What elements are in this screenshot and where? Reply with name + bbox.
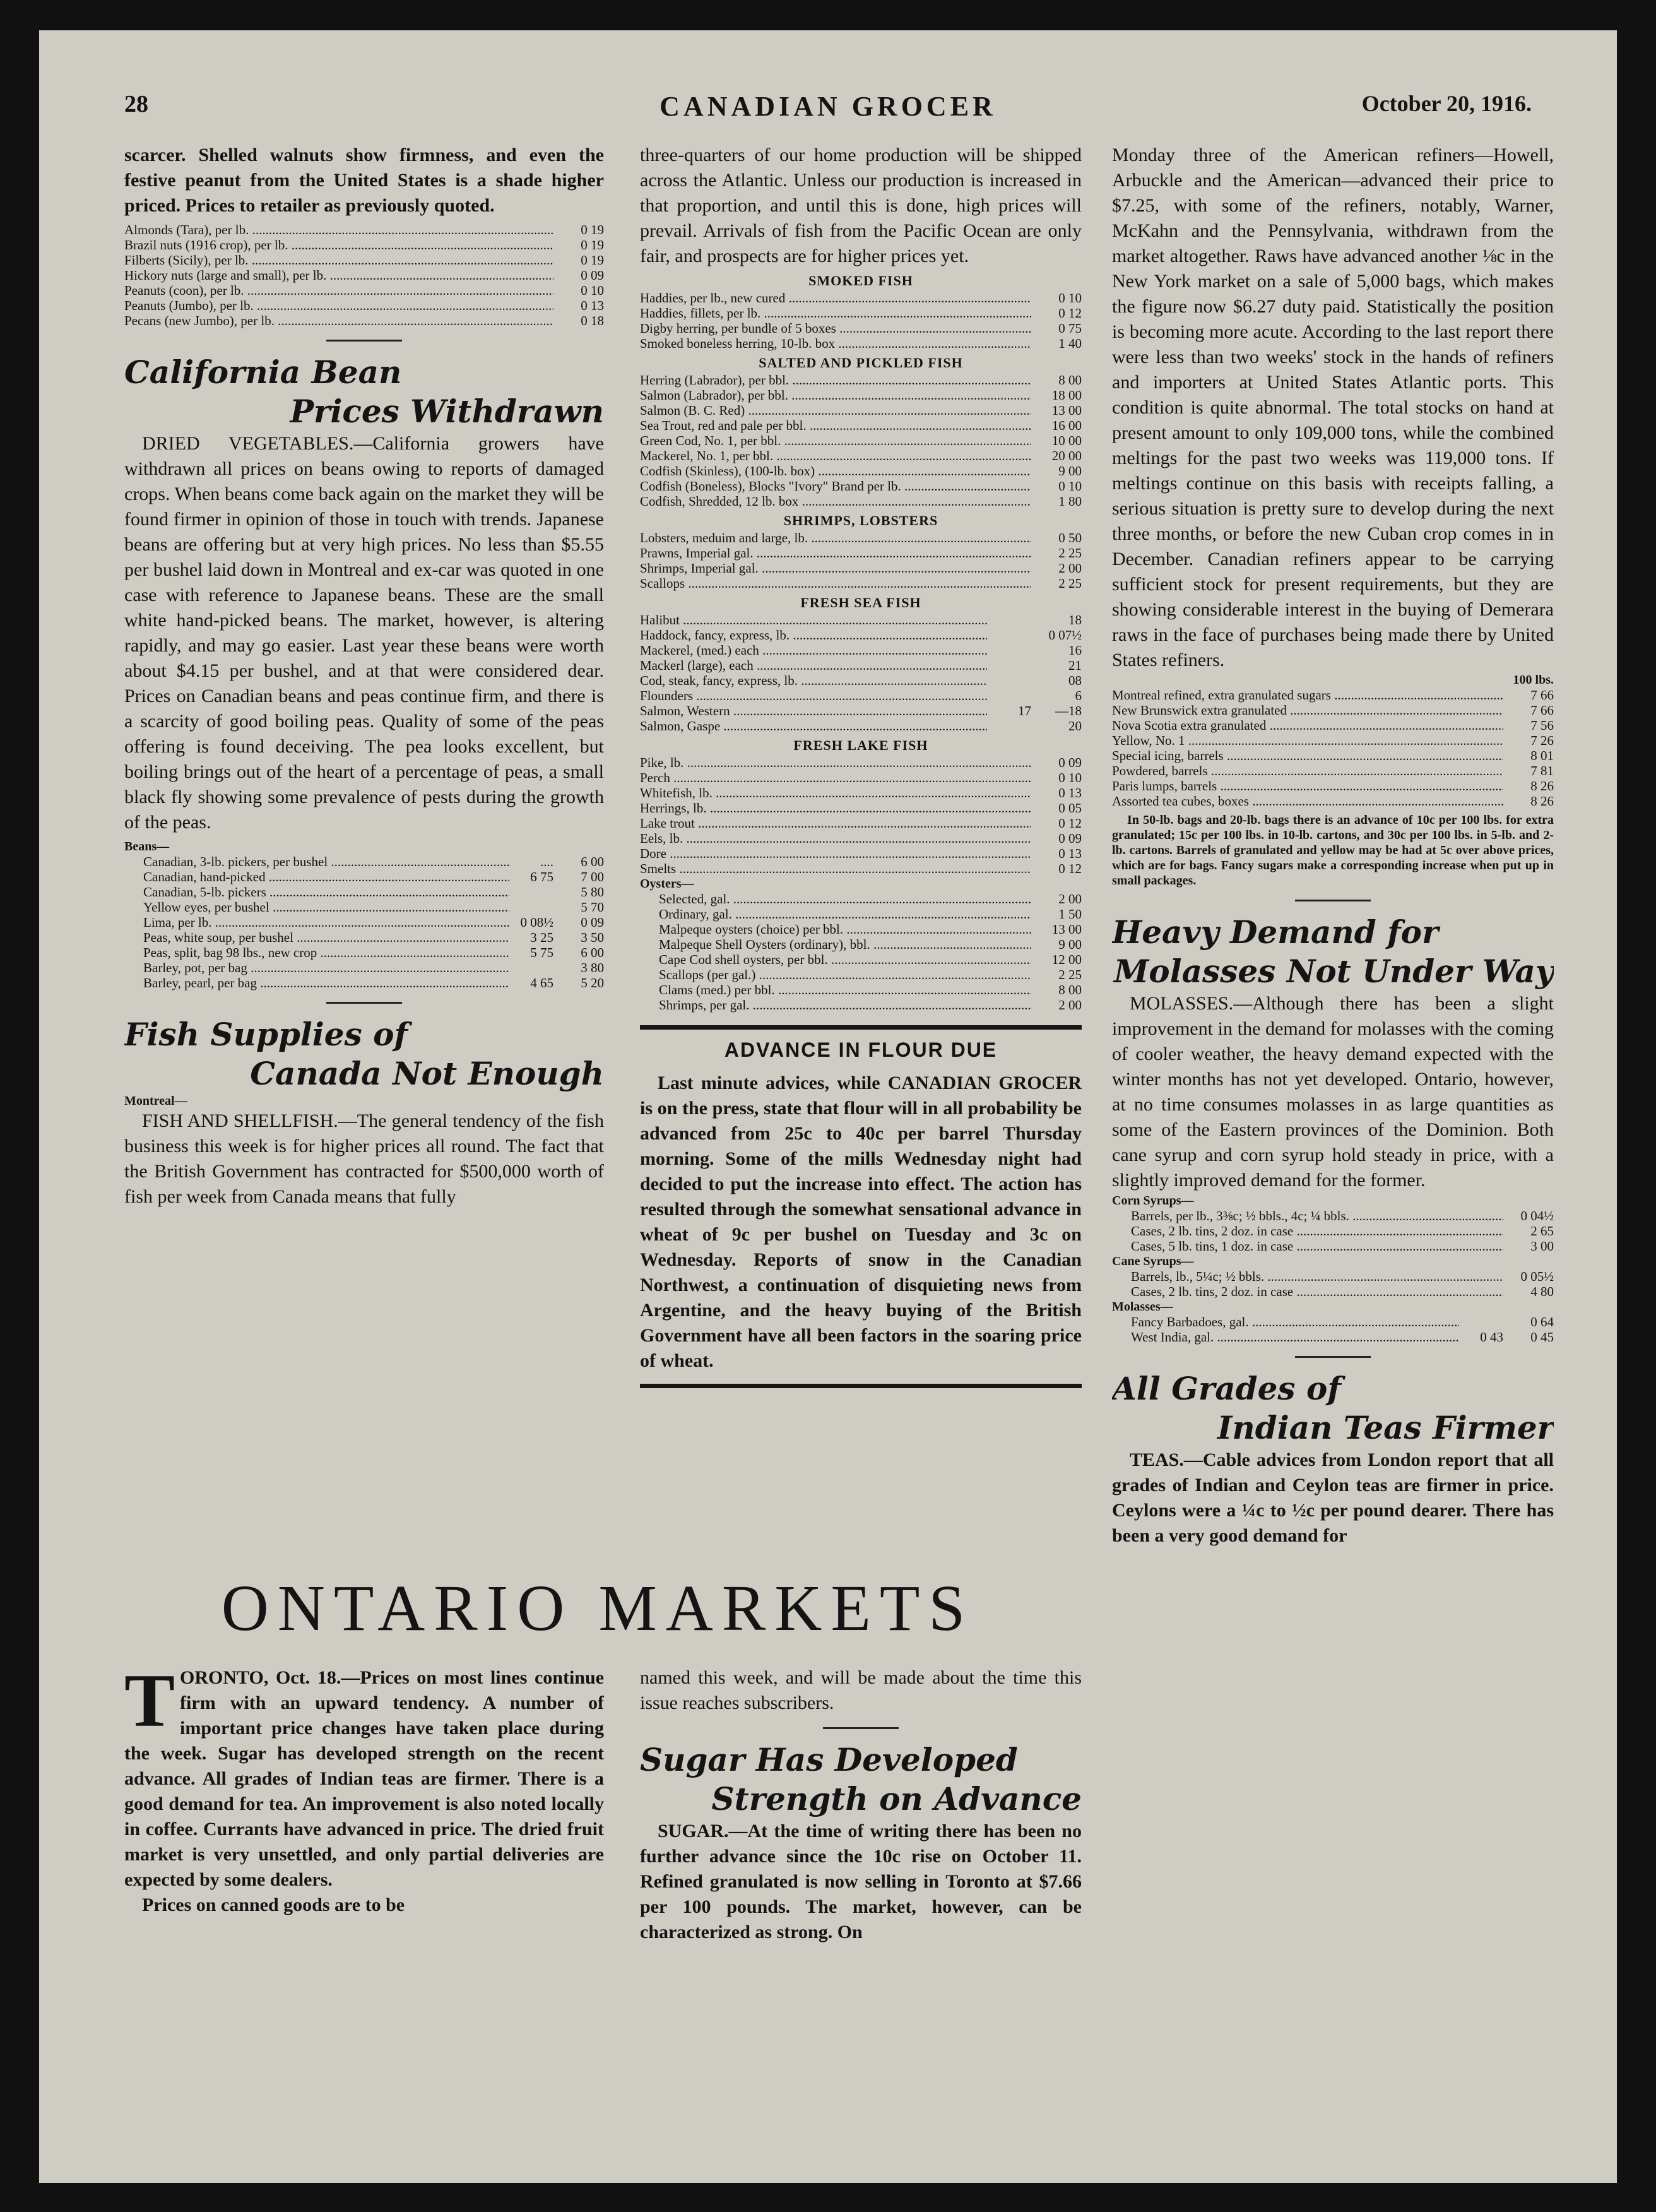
price-row bbox=[640, 494, 1082, 509]
sugar-refiners-article: Monday three of the American refiners—Howell, Arbuckle and the American—advanced their price to $7.25, with some of the refiners, notably, Warner, McKahn and the Pennsylvania, withdrawn from the market altogether. Raws have advanced another ⅛c in the New York market on a sale of 5,000 bags, which makes the figure now $6.27 duty paid. Statistically the position is becoming more acute. According to the last report there were less than two weeks' stock in the hands of refiners and importers at United States Atlantic ports. This condition is quite abnormal. The total stocks on hand at present amount to only 109,000 tons, while the combined meltings for the past two weeks was 119,000 tons. If meltings continue on this basis with receipts falling, a serious situation is pretty sure to develop during the next three months, or before the new Cuban crop comes in in December. Canadian refiners appear to be carrying sufficient stock for present requirements, but they are showing considerable interest in the buying of Demerara raws in the face of purchases being made there by United States refiners. bbox=[1112, 145, 1554, 670]
price: 2 00 bbox=[1058, 891, 1082, 907]
item-name: Peas, white soup, per bushel ..... bbox=[124, 930, 509, 945]
price: 16 00 bbox=[1051, 418, 1082, 433]
price: 0 19 bbox=[581, 237, 604, 253]
fish-article: FISH AND SHELLFISH.—The general tendency of the fish business this week is for higher prices all round. The fact that the British Government has contracted for $500,000 worth of fish per week from Canada means that fully bbox=[124, 1110, 604, 1207]
price-low bbox=[987, 718, 1031, 734]
item-name: Mackerel, (med.) each ..... bbox=[640, 643, 987, 658]
price-high: 0 45 bbox=[1530, 1329, 1554, 1345]
item-name: Cases, 2 lb. tins, 2 doz. in case ..... bbox=[1112, 1223, 1503, 1239]
molasses-label: Molasses— bbox=[1112, 1300, 1173, 1314]
price-row bbox=[1112, 1239, 1554, 1254]
price: 9 00 bbox=[1058, 463, 1082, 479]
fish-article-continued: three-quarters of our home production will be shipped across the Atlantic. Unless our production is increased in that proportion, and until this is done, high prices will prevail. Arrivals of fish from the Pacific Ocean are only fair, and prospects are for higher prices yet. bbox=[640, 145, 1082, 266]
price-low bbox=[987, 673, 1031, 688]
price: 2 00 bbox=[1058, 561, 1082, 576]
item-name: Herrings, lb. ..... bbox=[640, 800, 1031, 816]
smoked-fish-title: SMOKED FISH bbox=[808, 273, 913, 288]
price: 0 10 bbox=[1058, 479, 1082, 494]
corn-syrup-list bbox=[1112, 1208, 1554, 1254]
item-name: Assorted tea cubes, boxes ..... bbox=[1112, 794, 1503, 809]
cane-syrup-list bbox=[1112, 1269, 1554, 1299]
price-row bbox=[640, 952, 1082, 967]
item-name: Malpeque Shell Oysters (ordinary), bbl. ..... bbox=[640, 937, 1031, 952]
price-high: 7 00 bbox=[581, 869, 604, 884]
sugar-units: 100 lbs. bbox=[1513, 673, 1554, 687]
price-low: 4 65 bbox=[530, 975, 553, 990]
price-high: 08 bbox=[1068, 673, 1082, 688]
item-name: Haddies, fillets, per lb. ..... bbox=[640, 306, 1031, 321]
price-row bbox=[124, 945, 604, 960]
price-low: 5 75 bbox=[530, 945, 553, 960]
price-row bbox=[124, 268, 604, 283]
column-3 bbox=[1112, 143, 1554, 2138]
item-name: Hickory nuts (large and small), per lb. ..... bbox=[124, 268, 553, 283]
price-row bbox=[640, 388, 1082, 403]
bean-article: DRIED VEGETABLES.—California growers have withdrawn all prices on beans owing to reports of damaged crops. When beans come back again on the market they will be found firmer in opinion of those in touch with trends. Japanese beans are offering but at very high prices. No less than $5.55 per bushel laid down in Montreal and ex-car was quoted in one case with reference to Japanese beans. These are the small white hand-picked beans. The market, however, is altering rapidly, and may go easier. Last year these beans were worth about $4.15 per bushel, and at that were considered dear. Prices on Canadian beans and peas continue firm, and there is a scarcity of good boiling peas. Quality of some of the peas offering is found deceiving. The pea looks excellent, but boiling brings out of the heart of a percentage of peas, a small black fly showing some prevalence of pests during the growth of the peas. bbox=[124, 433, 604, 833]
molasses-list bbox=[1112, 1314, 1554, 1345]
price-row bbox=[640, 643, 1082, 658]
item-name: Codfish (Skinless), (100-lb. box) ..... bbox=[640, 463, 1031, 479]
price: 0 04½ bbox=[1520, 1208, 1554, 1223]
column-1 bbox=[124, 143, 604, 1563]
lake-fish-title: FRESH LAKE FISH bbox=[793, 737, 928, 753]
item-name: Salmon, Gaspe ..... bbox=[640, 718, 987, 734]
price: 0 10 bbox=[1058, 770, 1082, 785]
item-name: Green Cod, No. 1, per bbl. ..... bbox=[640, 433, 1031, 448]
price-row bbox=[1112, 794, 1554, 809]
tea-headline: All Grades of Indian Teas Firmer bbox=[1112, 1370, 1554, 1446]
item-name: Cod, steak, fancy, express, lb. ..... bbox=[640, 673, 987, 688]
price-row bbox=[1112, 703, 1554, 718]
price-row bbox=[1112, 778, 1554, 794]
price-low bbox=[987, 658, 1031, 673]
price-low bbox=[509, 900, 553, 915]
price-row bbox=[1112, 1223, 1554, 1239]
item-name: Halibut ..... bbox=[640, 612, 987, 627]
item-name: Brazil nuts (1916 crop), per lb. ..... bbox=[124, 237, 553, 253]
item-name: Salmon (B. C. Red) ..... bbox=[640, 403, 1031, 418]
price-row bbox=[640, 448, 1082, 463]
oysters-list bbox=[640, 891, 1082, 1013]
item-name: Montreal refined, extra granulated sugars ..... bbox=[1112, 687, 1503, 703]
tea-article: TEAS.—Cable advices from London report that all grades of Indian and Ceylon teas are firmer in price. Ceylons were a ¼c to ½c per pound dearer. There has been a very good demand for bbox=[1112, 1449, 1554, 1546]
price-row bbox=[640, 479, 1082, 494]
price: 3 00 bbox=[1530, 1239, 1554, 1254]
price: 4 80 bbox=[1530, 1284, 1554, 1299]
price-low: 0 08½ bbox=[520, 915, 553, 930]
price: 0 09 bbox=[581, 268, 604, 283]
price-high: 16 bbox=[1068, 643, 1082, 658]
price-high: 0 09 bbox=[581, 915, 604, 930]
item-name: Smoked boneless herring, 10-lb. box ..... bbox=[640, 336, 1031, 351]
price-high: 21 bbox=[1068, 658, 1082, 673]
price: 13 00 bbox=[1051, 403, 1082, 418]
molasses-headline: Heavy Demand for Molasses Not Under Way bbox=[1112, 913, 1554, 990]
ontario-markets-title: ONTARIO MARKETS bbox=[221, 1572, 974, 1644]
price-low bbox=[509, 884, 553, 900]
item-name: Salmon, Western ..... bbox=[640, 703, 987, 718]
price: 0 05 bbox=[1058, 800, 1082, 816]
price-row bbox=[124, 930, 604, 945]
price-row bbox=[640, 816, 1082, 831]
price: 8 00 bbox=[1058, 982, 1082, 997]
item-name: Shrimps, per gal. ..... bbox=[640, 997, 1031, 1013]
price-row bbox=[640, 785, 1082, 800]
item-name: Prawns, Imperial gal. ..... bbox=[640, 545, 1031, 561]
toronto-article-continued: named this week, and will be made about the time this issue reaches subscribers. bbox=[640, 1667, 1082, 1713]
item-name: Clams (med.) per bbl. ..... bbox=[640, 982, 1031, 997]
price-row bbox=[640, 306, 1082, 321]
price-row bbox=[640, 982, 1082, 997]
item-name: Canadian, hand-picked ..... bbox=[124, 869, 509, 884]
oysters-label: Oysters— bbox=[640, 877, 694, 891]
price-row bbox=[640, 907, 1082, 922]
price: 9 00 bbox=[1058, 937, 1082, 952]
price-row bbox=[124, 298, 604, 313]
bean-headline: California Bean Prices Withdrawn bbox=[124, 354, 604, 430]
item-name: Barley, pot, per bag ..... bbox=[124, 960, 509, 975]
price: 0 19 bbox=[581, 253, 604, 268]
sea-fish-title: FRESH SEA FISH bbox=[800, 595, 921, 610]
price-row bbox=[640, 612, 1082, 627]
item-name: Sea Trout, red and pale per bbl. ..... bbox=[640, 418, 1031, 433]
price-high: 6 00 bbox=[581, 945, 604, 960]
fish-dateline: Montreal— bbox=[124, 1094, 187, 1108]
shrimps-title: SHRIMPS, LOBSTERS bbox=[783, 513, 938, 528]
price-low: 6 75 bbox=[530, 869, 553, 884]
price: 20 00 bbox=[1051, 448, 1082, 463]
price: 7 56 bbox=[1530, 718, 1554, 733]
price-row bbox=[640, 463, 1082, 479]
price-high: 3 50 bbox=[581, 930, 604, 945]
item-name: Shrimps, Imperial gal. ..... bbox=[640, 561, 1031, 576]
item-name: Nova Scotia extra granulated ..... bbox=[1112, 718, 1503, 733]
sugar-headline: Sugar Has Developed Strength on Advance bbox=[640, 1741, 1082, 1817]
salted-fish-list bbox=[640, 372, 1082, 509]
price: 2 25 bbox=[1058, 967, 1082, 982]
price-row bbox=[640, 770, 1082, 785]
newspaper-page bbox=[39, 30, 1617, 2183]
price-row bbox=[640, 703, 1082, 718]
price: 1 40 bbox=[1058, 336, 1082, 351]
price-row bbox=[640, 576, 1082, 591]
item-name: Perch ..... bbox=[640, 770, 1031, 785]
price-row bbox=[124, 854, 604, 869]
item-name: Yellow, No. 1 ..... bbox=[1112, 733, 1503, 748]
fish-headline: Fish Supplies of Canada Not Enough bbox=[124, 1016, 604, 1092]
divider bbox=[326, 1002, 402, 1004]
item-name: Digby herring, per bundle of 5 boxes ..... bbox=[640, 321, 1031, 336]
price-high: 0 64 bbox=[1530, 1314, 1554, 1329]
price-row bbox=[124, 222, 604, 237]
price-high: 18 bbox=[1068, 612, 1082, 627]
price-row bbox=[640, 403, 1082, 418]
price-row bbox=[1112, 1284, 1554, 1299]
item-name: Almonds (Tara), per lb. ..... bbox=[124, 222, 553, 237]
price: 2 25 bbox=[1058, 576, 1082, 591]
price-row bbox=[640, 846, 1082, 861]
item-name: New Brunswick extra granulated ..... bbox=[1112, 703, 1503, 718]
nuts-price-list bbox=[124, 222, 604, 328]
price-high: 0 07½ bbox=[1048, 627, 1082, 643]
price-row bbox=[124, 915, 604, 930]
price-low: 0 43 bbox=[1480, 1329, 1503, 1345]
price: 7 66 bbox=[1530, 703, 1554, 718]
price: 2 65 bbox=[1530, 1223, 1554, 1239]
flour-box bbox=[640, 1025, 1082, 1374]
item-name: Lima, per lb. ..... bbox=[124, 915, 509, 930]
item-name: Paris lumps, barrels ..... bbox=[1112, 778, 1503, 794]
item-name: West India, gal. ..... bbox=[1112, 1329, 1459, 1345]
price-low: .... bbox=[540, 854, 553, 869]
corn-syrups-label: Corn Syrups— bbox=[1112, 1194, 1194, 1208]
flour-box-bottom-rule bbox=[640, 1384, 1082, 1388]
price-row bbox=[124, 313, 604, 328]
price-row bbox=[640, 922, 1082, 937]
price: 0 13 bbox=[1058, 846, 1082, 861]
price-row bbox=[124, 975, 604, 990]
price-row bbox=[640, 673, 1082, 688]
price-row bbox=[640, 290, 1082, 306]
price-row bbox=[640, 545, 1082, 561]
item-name: Peas, split, bag 98 lbs., new crop ..... bbox=[124, 945, 509, 960]
item-name: Ordinary, gal. ..... bbox=[640, 907, 1031, 922]
price: 7 81 bbox=[1530, 763, 1554, 778]
divider bbox=[1295, 900, 1371, 901]
item-name: Canadian, 3-lb. pickers, per bushel ..... bbox=[124, 854, 509, 869]
lake-fish-list bbox=[640, 755, 1082, 876]
price: 0 13 bbox=[581, 298, 604, 313]
item-name: Lobsters, meduim and large, lb. ..... bbox=[640, 530, 1031, 545]
item-name: Cape Cod shell oysters, per bbl. ..... bbox=[640, 952, 1031, 967]
price: 8 26 bbox=[1530, 794, 1554, 809]
nuts-intro: scarcer. Shelled walnuts show firmness, and even the festive peanut from the United States is a shade higher priced. Prices to retailer as previously quoted. bbox=[124, 145, 604, 216]
item-name: Eels, lb. ..... bbox=[640, 831, 1031, 846]
price: 0 12 bbox=[1058, 816, 1082, 831]
item-name: Dore ..... bbox=[640, 846, 1031, 861]
price-row bbox=[124, 869, 604, 884]
item-name: Special icing, barrels ..... bbox=[1112, 748, 1503, 763]
price-row bbox=[124, 884, 604, 900]
item-name: Mackerl (large), each ..... bbox=[640, 658, 987, 673]
price: 8 00 bbox=[1058, 372, 1082, 388]
smoked-fish-list bbox=[640, 290, 1082, 351]
item-name: Codfish (Boneless), Blocks "Ivory" Brand per lb. ..... bbox=[640, 479, 1031, 494]
price: 0 75 bbox=[1058, 321, 1082, 336]
item-name: Haddock, fancy, express, lb. ..... bbox=[640, 627, 987, 643]
price: 12 00 bbox=[1051, 952, 1082, 967]
publication-title: CANADIAN GROCER bbox=[659, 91, 997, 122]
item-name: Canadian, 5-lb. pickers ..... bbox=[124, 884, 509, 900]
price-row bbox=[1112, 1329, 1554, 1345]
item-name: Powdered, barrels ..... bbox=[1112, 763, 1503, 778]
page-header bbox=[124, 90, 1532, 128]
price-row bbox=[640, 627, 1082, 643]
price-low bbox=[987, 627, 1031, 643]
price-row bbox=[640, 688, 1082, 703]
price-row bbox=[640, 831, 1082, 846]
price-row bbox=[124, 253, 604, 268]
price-high: 20 bbox=[1068, 718, 1082, 734]
price-row bbox=[640, 433, 1082, 448]
price-row bbox=[124, 900, 604, 915]
price-row bbox=[640, 755, 1082, 770]
price-row bbox=[640, 718, 1082, 734]
sugar-article: SUGAR.—At the time of writing there has been no further advance since the 10c rise on October 11. Refined granulated is now selling in Toronto at $7.66 per 100 pounds. The market, however, can be characterized as strong. On bbox=[640, 1821, 1082, 1942]
drop-cap: T bbox=[124, 1665, 175, 1742]
price-row bbox=[640, 561, 1082, 576]
price: 8 26 bbox=[1530, 778, 1554, 794]
item-name: Yellow eyes, per bushel ..... bbox=[124, 900, 509, 915]
price: 1 50 bbox=[1058, 907, 1082, 922]
price-low: 3 25 bbox=[530, 930, 553, 945]
sugar-note: In 50-lb. bags and 20-lb. bags there is an advance of 10c per 100 lbs. for extra granulated; 15c per 100 lbs. in 10-lb. cartons, and 30c per 100 lbs. in 5-lb. and 2-lb. cartons. Barrels of granulated and yellow may be had at 5c over above prices, which are for bags. Fancy sugars make a corresponding increase when put up in small packages. bbox=[1112, 813, 1554, 888]
item-name: Herring (Labrador), per bbl. ..... bbox=[640, 372, 1031, 388]
price: 0 19 bbox=[581, 222, 604, 237]
page-number: 28 bbox=[124, 91, 148, 117]
cane-syrups-label: Cane Syrups— bbox=[1112, 1254, 1194, 1268]
item-name: Flounders ..... bbox=[640, 688, 987, 703]
price-row bbox=[1112, 718, 1554, 733]
item-name: Whitefish, lb. ..... bbox=[640, 785, 1031, 800]
item-name: Malpeque oysters (choice) per bbl. ..... bbox=[640, 922, 1031, 937]
price: 10 00 bbox=[1051, 433, 1082, 448]
beans-price-list bbox=[124, 854, 604, 990]
price: 18 00 bbox=[1051, 388, 1082, 403]
item-name: Pecans (new Jumbo), per lb. ..... bbox=[124, 313, 553, 328]
item-name: Cases, 2 lb. tins, 2 doz. in case ..... bbox=[1112, 1284, 1503, 1299]
price: 2 00 bbox=[1058, 997, 1082, 1013]
price: 0 10 bbox=[1058, 290, 1082, 306]
price-row bbox=[640, 861, 1082, 876]
item-name: Pike, lb. ..... bbox=[640, 755, 1031, 770]
column-2 bbox=[640, 143, 1082, 1563]
divider bbox=[823, 1727, 899, 1729]
item-name: Barrels, per lb., 3⅜c; ½ bbls., 4c; ¼ bbls. ..... bbox=[1112, 1208, 1503, 1223]
price-row bbox=[124, 960, 604, 975]
item-name: Selected, gal. ..... bbox=[640, 891, 1031, 907]
price-low bbox=[987, 688, 1031, 703]
price-low bbox=[987, 612, 1031, 627]
price-row bbox=[1112, 1208, 1554, 1223]
price: 0 18 bbox=[581, 313, 604, 328]
ontario-column-2 bbox=[640, 1665, 1082, 2145]
sea-fish-list bbox=[640, 612, 1082, 734]
flour-article: Last minute advices, while CANADIAN GROCER is on the press, state that flour will in all probability be advanced from 25c to 40c per barrel Thursday morning. Some of the mills Wednesday night had decided to put the increase into effect. The action has resulted through the somewhat sensational advance in wheat of 9c per bushel on Tuesday and 3c on Wednesday. Reports of snow in the Canadian Northwest, a continuation of disquieting news from Argentine, and the heavy buying of the British Government have all been factors in the soaring price of wheat. bbox=[640, 1073, 1082, 1371]
price: 0 50 bbox=[1058, 530, 1082, 545]
molasses-article: MOLASSES.—Although there has been a slight improvement in the demand for molasses with the coming of cooler weather, the heavy demand expected with the winter months has not yet developed. Ontario, however, at no time consumes molasses in as large quantities as some of the Eastern provinces of the Dominion. Both cane syrup and corn syrup hold steady in price, with a slightly improved demand for the former. bbox=[1112, 993, 1554, 1191]
item-name: Cases, 5 lb. tins, 1 doz. in case ..... bbox=[1112, 1239, 1503, 1254]
item-name: Smelts ..... bbox=[640, 861, 1031, 876]
price-row bbox=[1112, 733, 1554, 748]
price-row bbox=[640, 967, 1082, 982]
price: 0 09 bbox=[1058, 755, 1082, 770]
price: 1 80 bbox=[1058, 494, 1082, 509]
price-row bbox=[1112, 763, 1554, 778]
item-name: Lake trout ..... bbox=[640, 816, 1031, 831]
item-name: Filberts (Sicily), per lb. ..... bbox=[124, 253, 553, 268]
issue-date: October 20, 1916. bbox=[1361, 91, 1532, 116]
flour-headline: ADVANCE IN FLOUR DUE bbox=[724, 1038, 998, 1061]
price-high: 5 20 bbox=[581, 975, 604, 990]
price-row bbox=[640, 997, 1082, 1013]
price: 0 05½ bbox=[1520, 1269, 1554, 1284]
beans-label: Beans— bbox=[124, 840, 170, 853]
divider bbox=[1295, 1356, 1371, 1358]
price-row bbox=[640, 937, 1082, 952]
price-row bbox=[1112, 687, 1554, 703]
toronto-article-2: Prices on canned goods are to be bbox=[142, 1894, 405, 1915]
item-name: Haddies, per lb., new cured ..... bbox=[640, 290, 1031, 306]
divider bbox=[326, 340, 402, 342]
item-name: Mackerel, No. 1, per bbl. ..... bbox=[640, 448, 1031, 463]
price: 2 25 bbox=[1058, 545, 1082, 561]
item-name: Salmon (Labrador), per bbl. ..... bbox=[640, 388, 1031, 403]
price: 13 00 bbox=[1051, 922, 1082, 937]
item-name: Barrels, lb., 5¼c; ½ bbls. ..... bbox=[1112, 1269, 1503, 1284]
price-row bbox=[124, 283, 604, 298]
price-low bbox=[987, 643, 1031, 658]
sugar-price-list bbox=[1112, 687, 1554, 809]
price: 8 01 bbox=[1530, 748, 1554, 763]
price-high: 6 bbox=[1075, 688, 1082, 703]
price-row bbox=[124, 237, 604, 253]
price-low bbox=[1459, 1314, 1503, 1329]
price-row bbox=[640, 800, 1082, 816]
price-row bbox=[1112, 1314, 1554, 1329]
price: 0 12 bbox=[1058, 306, 1082, 321]
price-high: —18 bbox=[1055, 703, 1082, 718]
price-low: 17 bbox=[1018, 703, 1031, 718]
price-high: 5 70 bbox=[581, 900, 604, 915]
item-name: Scallops (per gal.) ..... bbox=[640, 967, 1031, 982]
shrimps-list bbox=[640, 530, 1082, 591]
price-row bbox=[1112, 1269, 1554, 1284]
price-row bbox=[1112, 748, 1554, 763]
price-row bbox=[640, 891, 1082, 907]
price-row bbox=[640, 530, 1082, 545]
price-row bbox=[640, 321, 1082, 336]
price: 0 13 bbox=[1058, 785, 1082, 800]
toronto-article: TORONTO, Oct. 18.—Prices on most lines continue firm with an upward tendency. A number of important price changes have taken place during the week. Sugar has developed strength on the recent advance. All grades of Indian teas are firmer. There is a good demand for tea. An improvement is also noted locally in coffee. Currants have advanced in price. The dried fruit market is very unsettled, and only partial deliveries are expected by some dealers. bbox=[124, 1665, 604, 1890]
price-row bbox=[640, 418, 1082, 433]
item-name: Peanuts (coon), per lb. ..... bbox=[124, 283, 553, 298]
price-high: 6 00 bbox=[581, 854, 604, 869]
price: 0 10 bbox=[581, 283, 604, 298]
price: 7 26 bbox=[1530, 733, 1554, 748]
item-name: Peanuts (Jumbo), per lb. ..... bbox=[124, 298, 553, 313]
price: 0 12 bbox=[1058, 861, 1082, 876]
item-name: Fancy Barbadoes, gal. ..... bbox=[1112, 1314, 1459, 1329]
price: 7 66 bbox=[1530, 687, 1554, 703]
price: 0 09 bbox=[1058, 831, 1082, 846]
item-name: Scallops ..... bbox=[640, 576, 1031, 591]
item-name: Barley, pearl, per bag ..... bbox=[124, 975, 509, 990]
item-name: Codfish, Shredded, 12 lb. box ..... bbox=[640, 494, 1031, 509]
price-high: 5 80 bbox=[581, 884, 604, 900]
price-row bbox=[640, 336, 1082, 351]
price-row bbox=[640, 372, 1082, 388]
ontario-column-1 bbox=[124, 1665, 604, 2145]
salted-fish-title: SALTED AND PICKLED FISH bbox=[759, 355, 963, 371]
price-high: 3 80 bbox=[581, 960, 604, 975]
price-row bbox=[640, 658, 1082, 673]
price-low bbox=[509, 960, 553, 975]
